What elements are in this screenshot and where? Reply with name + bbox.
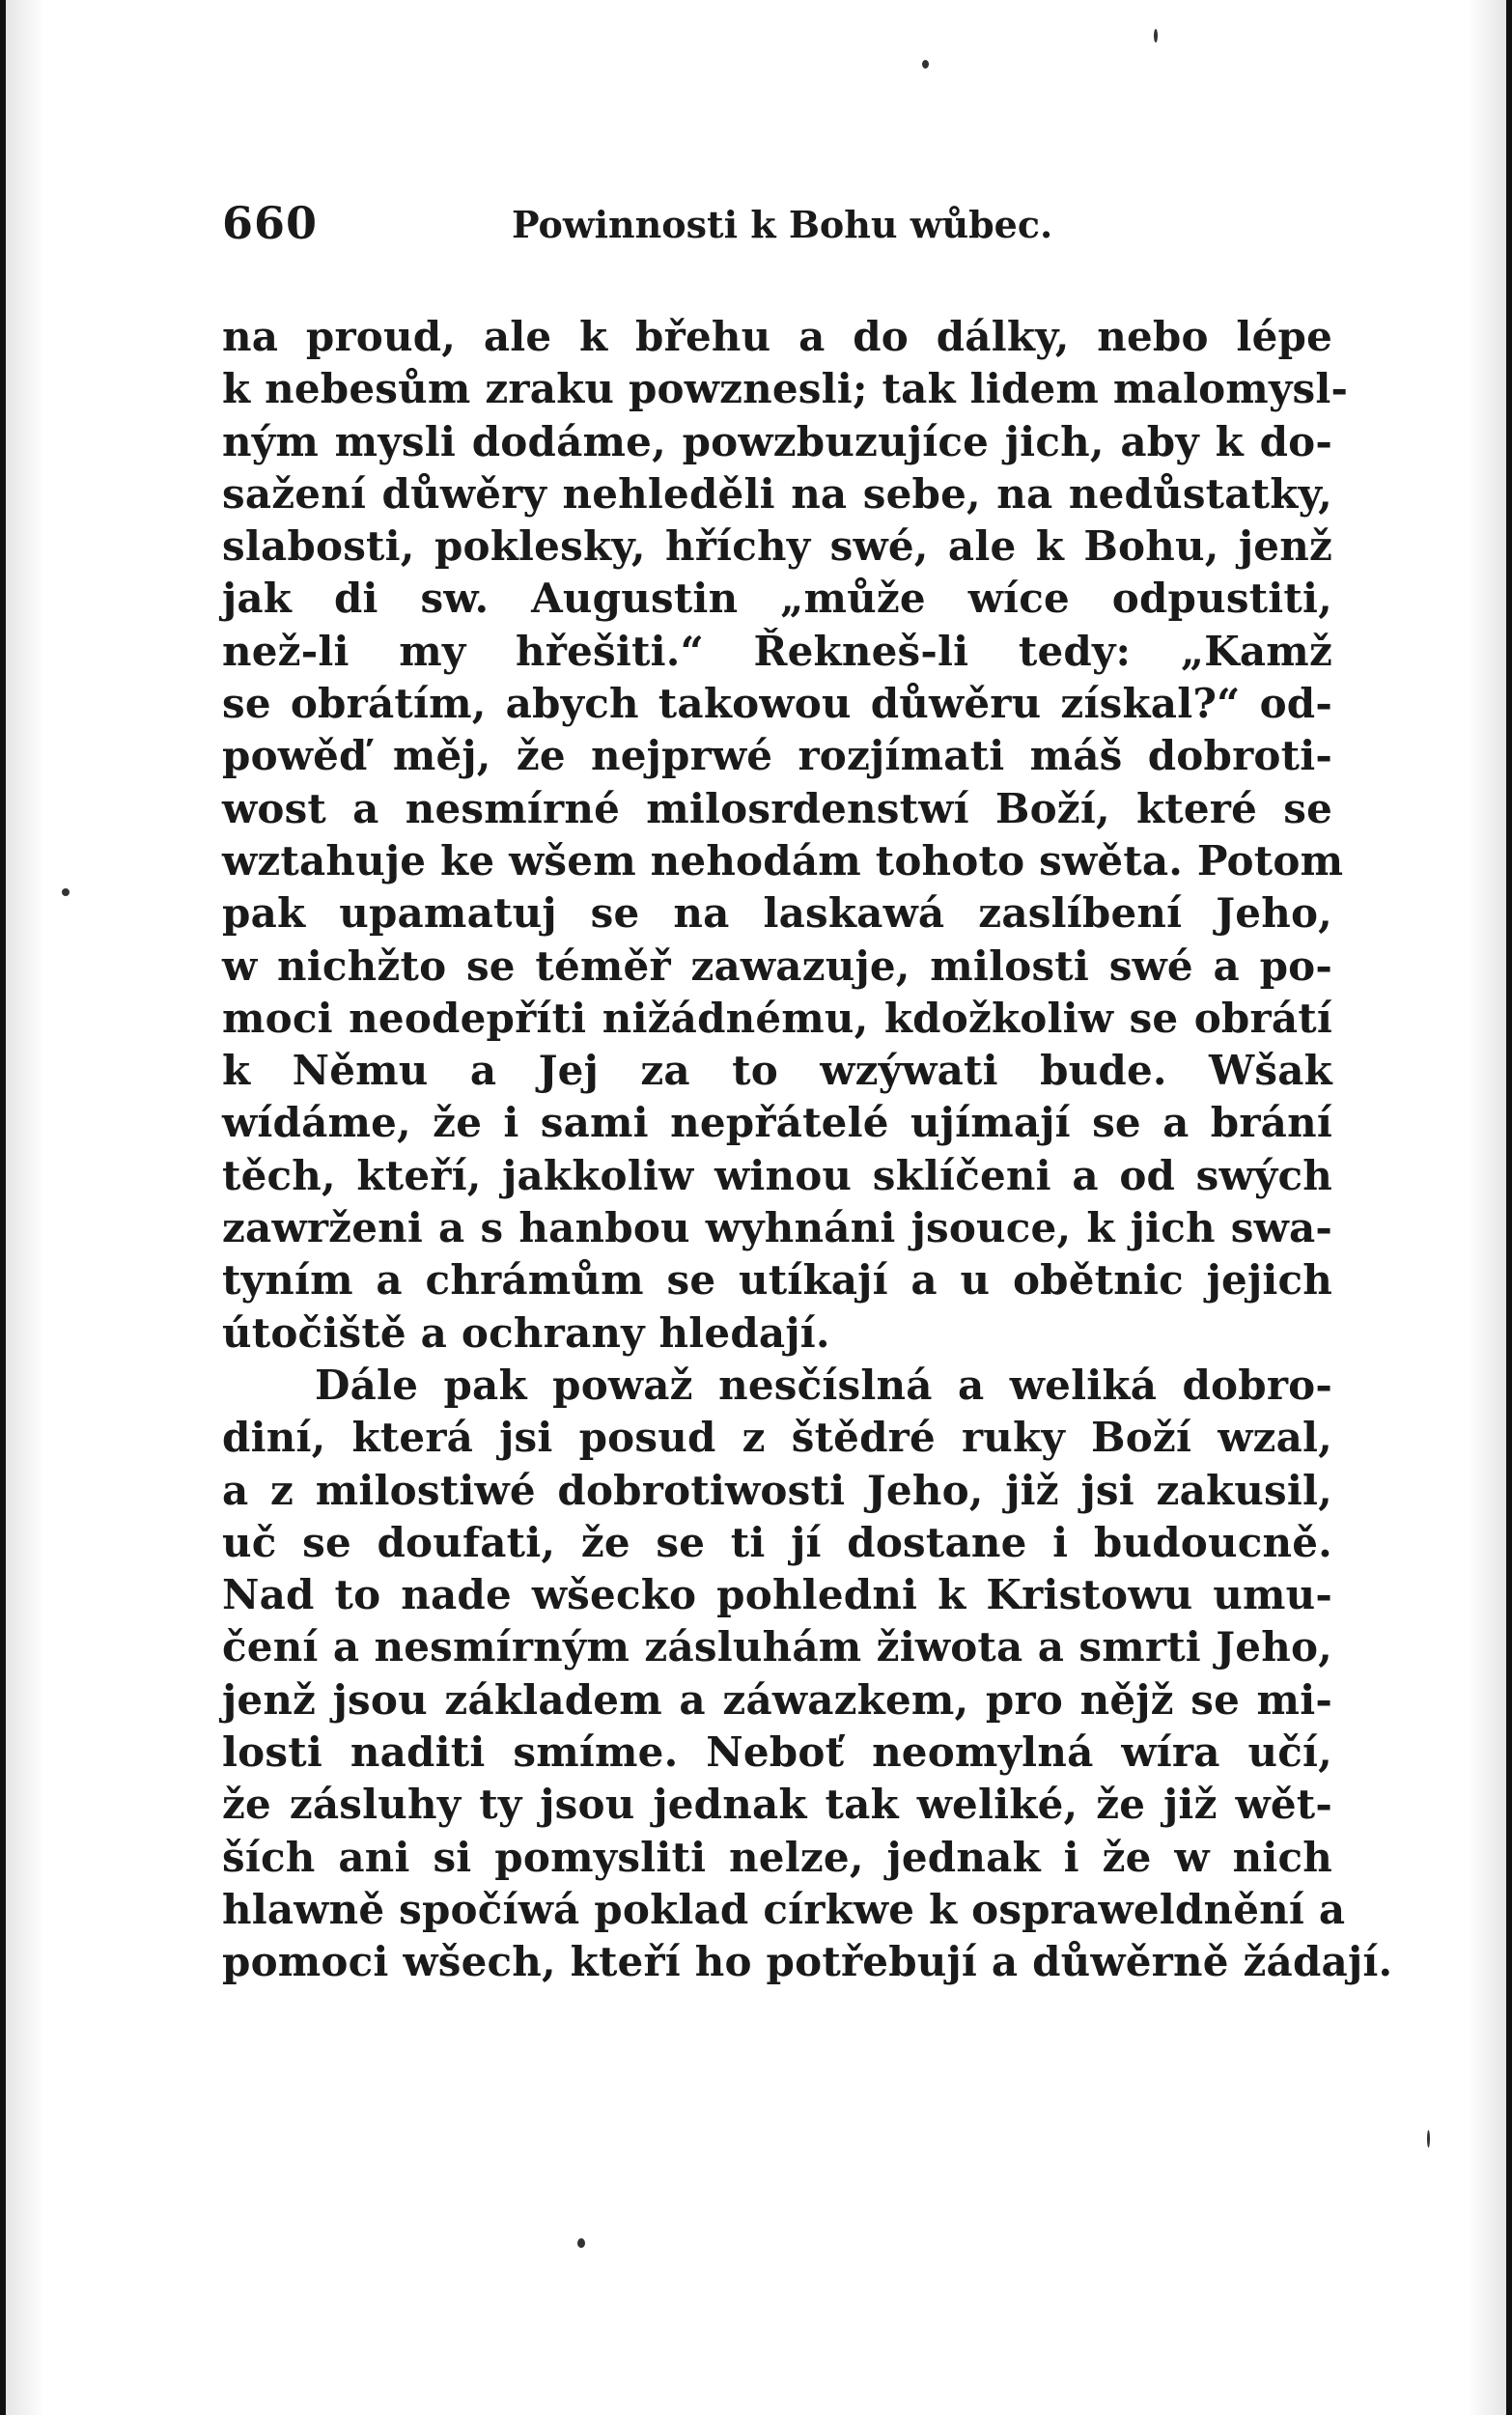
text-line: ným mysli dodáme, powzbuzujíce jich, aby k do- [222,417,1332,465]
text-line: jenž jsou základem a záwazkem, pro nějž se mi- [222,1675,1332,1724]
text-line: ších ani si pomysliti nelze, jednak i že w nich [222,1833,1332,1881]
text-line: útočiště a ochrany hledají. [222,1308,830,1357]
text-line: na proud, ale k břehu a do dálky, nebo lépe [222,313,1332,360]
text-line: pomoci wšech, kteří ho potřebují a důwěrně žádají. [222,1938,1393,1986]
text-line: losti naditi smíme. Neboť neomylná wíra učí, [222,1728,1332,1777]
text-line: jak di sw. Augustin „může wíce odpustiti, [222,575,1332,623]
text-line: pak upamatuj se na laskawá zaslíbení Jeho, [222,889,1332,938]
text-line: čení a nesmírným zásluhám žiwota a smrti Jeho, [222,1623,1332,1671]
text-line: že zásluhy ty jsou jednak tak weliké, že již wět- [222,1781,1332,1829]
scan-speck [1154,29,1158,42]
text-line: se obrátím, abych takowou důwěru získal?“ od- [222,680,1332,728]
page-shadow-left [6,0,44,2415]
scan-speck [577,2238,585,2248]
text-line: hlawně spočíwá poklad církwe k ospraweldnění a [222,1885,1346,1933]
running-title: Powinnosti k Bohu wůbec. [512,203,1053,246]
text-line: w nichžto se téměř zawazuje, milosti swé a po- [222,941,1332,990]
text-line: tyním a chrámům se utíkají a u obětnic jejich [222,1256,1332,1305]
text-line: wztahuje ke wšem nehodám tohoto swěta. Potom [222,836,1344,885]
scan-speck [922,60,929,69]
text-line: sažení důwěry nehleděli na sebe, na nedůstatky, [222,469,1332,518]
scan-speck [1427,2130,1430,2148]
scan-speck [62,888,70,896]
text-line: zawrženi a s hanbou wyhnáni jsouce, k jich swa- [222,1204,1332,1252]
text-line: Nad to nade wšecko pohledni k Kristowu umu- [222,1571,1332,1619]
text-line: uč se doufati, že se ti jí dostane i budoucně. [222,1518,1332,1566]
scan-border-right [1506,0,1512,2415]
text-line: moci neodepříti nižádnému, kdožkoliw se obrátí [222,994,1332,1042]
text-line: a z milostiwé dobrotiwosti Jeho, již jsi zakusil, [222,1466,1332,1514]
text-line: Dále pak powaž nesčíslná a weliká dobro- [315,1361,1332,1409]
text-line: powěď měj, že nejprwé rozjímati máš dobroti- [222,732,1332,780]
page-shadow-right [1468,0,1506,2415]
page-number: 660 [222,197,319,249]
text-line: k Němu a Jej za to wzýwati bude. Wšak [222,1047,1332,1095]
text-line: diní, která jsi posud z štědré ruky Boží wzal, [222,1414,1332,1462]
text-line: wídáme, že i sami nepřátelé ujímají se a brání [222,1099,1332,1147]
text-line: k nebesům zraku powznesli; tak lidem malomysl- [222,365,1349,413]
body-text [222,311,1393,1989]
text-line: slabosti, poklesky, hříchy swé, ale k Bohu, jenž [222,522,1332,571]
text-line: wost a nesmírné milosrdenstwí Boží, které se [222,784,1332,832]
text-line: než-li my hřešiti.“ Řekneš-li tedy: „Kamž [222,627,1332,675]
running-head [222,197,1053,255]
text-line: těch, kteří, jakkoliw winou sklíčeni a od swých [222,1151,1332,1199]
